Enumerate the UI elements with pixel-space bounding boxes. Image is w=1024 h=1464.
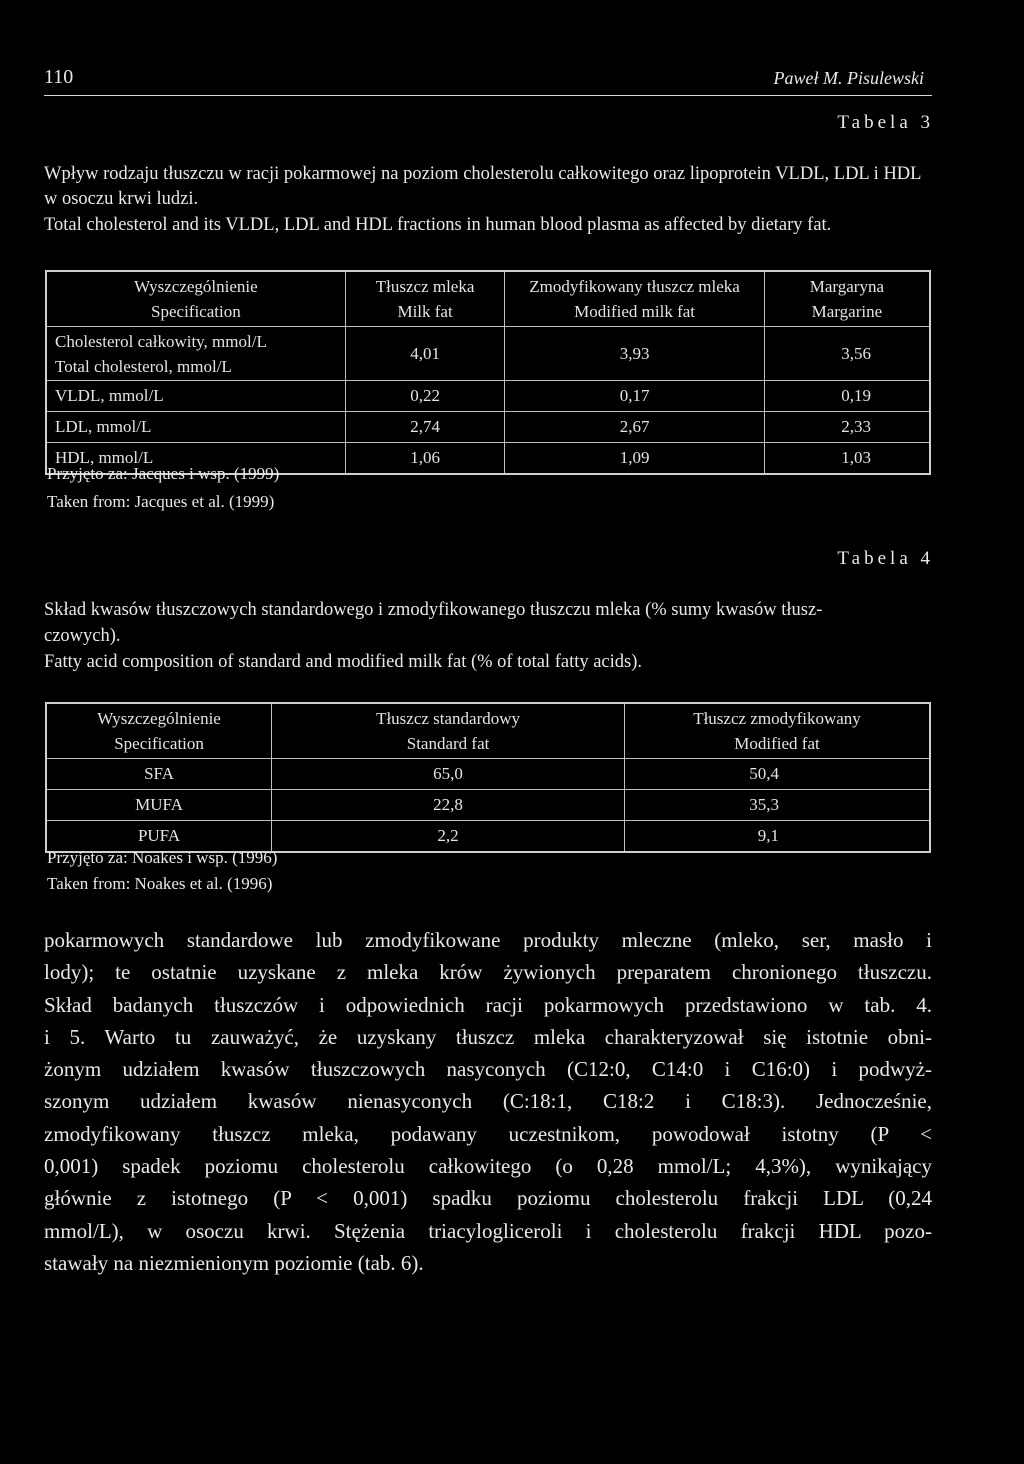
table-cell: 0,19 <box>764 381 930 412</box>
table-cell: 1,03 <box>764 443 930 475</box>
table-row <box>46 327 930 381</box>
page-number: 110 <box>44 66 74 88</box>
table-3-caption-pl: Wpływ rodzaju tłuszczu w racji pokarmowej na poziom cholesterolu całkowitego oraz lipoprotein VLDL, LDL i HDL w osoczu krwi ludzi. <box>44 164 921 209</box>
table-cell: 50,4 <box>625 759 931 790</box>
table-3-caption-en: Total cholesterol and its VLDL, LDL and HDL fractions in human blood plasma as affected by dietary fat. <box>44 215 832 235</box>
table-3-header-cell: Margaryna Margarine <box>764 271 930 327</box>
table-cell: 0,22 <box>345 381 505 412</box>
body-line: 0,001) spadek poziomu cholesterolu całkowitego (o 0,28 mmol/L; 4,3%), wynikający <box>44 1154 932 1179</box>
table-4-header-cell: Tłuszcz zmodyfikowany Modified fat <box>625 703 931 759</box>
body-line: zmodyfikowany tłuszcz mleka, podawany uczestnikom, powodował istotny (P < <box>44 1121 932 1146</box>
row-label: MUFA <box>46 790 272 821</box>
table-4-label: Tabela 4 <box>837 548 934 569</box>
table-cell: 35,3 <box>625 790 931 821</box>
running-author: Paweł M. Pisulewski <box>773 68 924 88</box>
table-4-header-cell: Tłuszcz standardowy Standard fat <box>272 703 625 759</box>
table-3-label: Tabela 3 <box>837 112 934 133</box>
body-line: lody); te ostatnie uzyskane z mleka krów żywionych preparatem chronionego tłuszczu. <box>44 960 932 985</box>
table-4-caption-en: Fatty acid composition of standard and modified milk fat (% of total fatty acids). <box>44 652 643 672</box>
table-3-header-cell: Tłuszcz mleka Milk fat <box>345 271 505 327</box>
table-4-source-pl: Przyjęto za: Noakes i wsp. (1996) <box>47 848 278 867</box>
table-cell: 2,74 <box>345 412 505 443</box>
row-label: VLDL, mmol/L <box>46 381 345 412</box>
table-cell: 2,2 <box>272 821 625 853</box>
table-cell: 2,33 <box>764 412 930 443</box>
row-label: LDL, mmol/L <box>46 412 345 443</box>
table-3-source-pl: Przyjęto za: Jacques i wsp. (1999) <box>47 464 280 483</box>
table-cell: 2,67 <box>505 412 764 443</box>
table-4-caption-pl-line2: czowych). <box>44 626 121 646</box>
body-line: i 5. Warto tu zauważyć, że uzyskany tłuszcz mleka charakteryzował się istotnie obni- <box>44 1024 932 1049</box>
table-4 <box>45 702 931 853</box>
body-line: mmol/L), w osoczu krwi. Stężenia triacylogliceroli i cholesterolu frakcji HDL pozo- <box>44 1218 932 1243</box>
table-cell: 9,1 <box>625 821 931 853</box>
table-cell: 3,93 <box>505 327 764 381</box>
table-cell: 4,01 <box>345 327 505 381</box>
table-4-header-row <box>46 703 930 759</box>
table-cell: 1,06 <box>345 443 505 475</box>
body-line: Skład badanych tłuszczów i odpowiednich racji pokarmowych przedstawiono w tab. 4. <box>44 992 932 1017</box>
table-row <box>46 381 930 412</box>
table-cell: 22,8 <box>272 790 625 821</box>
table-3-header-row <box>46 271 930 327</box>
table-3 <box>45 270 931 475</box>
table-3-source-en: Taken from: Jacques et al. (1999) <box>47 492 275 511</box>
header-rule <box>44 95 932 96</box>
table-4-caption-pl-line1: Skład kwasów tłuszczowych standardowego i zmodyfikowanego tłuszczu mleka (% sumy kwasów tłusz- <box>44 600 823 620</box>
body-line: pokarmowych standardowe lub zmodyfikowane produkty mleczne (mleko, ser, masło i <box>44 928 932 952</box>
table-cell: 65,0 <box>272 759 625 790</box>
table-4-header-cell: Wyszczególnienie Specification <box>46 703 272 759</box>
table-cell: 0,17 <box>505 381 764 412</box>
table-row <box>46 412 930 443</box>
body-paragraph <box>44 924 932 1279</box>
table-cell: 3,56 <box>764 327 930 381</box>
table-3-header-cell: Zmodyfikowany tłuszcz mleka Modified milk fat <box>505 271 764 327</box>
body-line: szonym udziałem kwasów nienasyconych (C:18:1, C18:2 i C18:3). Jednocześnie, <box>44 1089 932 1114</box>
row-label: PUFA <box>46 821 272 853</box>
table-row <box>46 790 930 821</box>
row-label: HDL, mmol/L <box>46 443 345 475</box>
table-3-header-cell: Wyszczególnienie Specification <box>46 271 345 327</box>
table-cell: 1,09 <box>505 443 764 475</box>
row-label: SFA <box>46 759 272 790</box>
row-label: Cholesterol całkowity, mmol/L Total cholesterol, mmol/L <box>46 327 345 381</box>
body-line: żonym udziałem kwasów tłuszczowych nasyconych (C12:0, C14:0 i C16:0) i podwyż- <box>44 1057 932 1082</box>
table-4-source-en: Taken from: Noakes et al. (1996) <box>47 874 273 893</box>
body-line: stawały na niezmienionym poziomie (tab. 6). <box>44 1250 424 1275</box>
body-line: głównie z istotnego (P < 0,001) spadku poziomu cholesterolu frakcji LDL (0,24 <box>44 1186 932 1211</box>
table-row <box>46 759 930 790</box>
